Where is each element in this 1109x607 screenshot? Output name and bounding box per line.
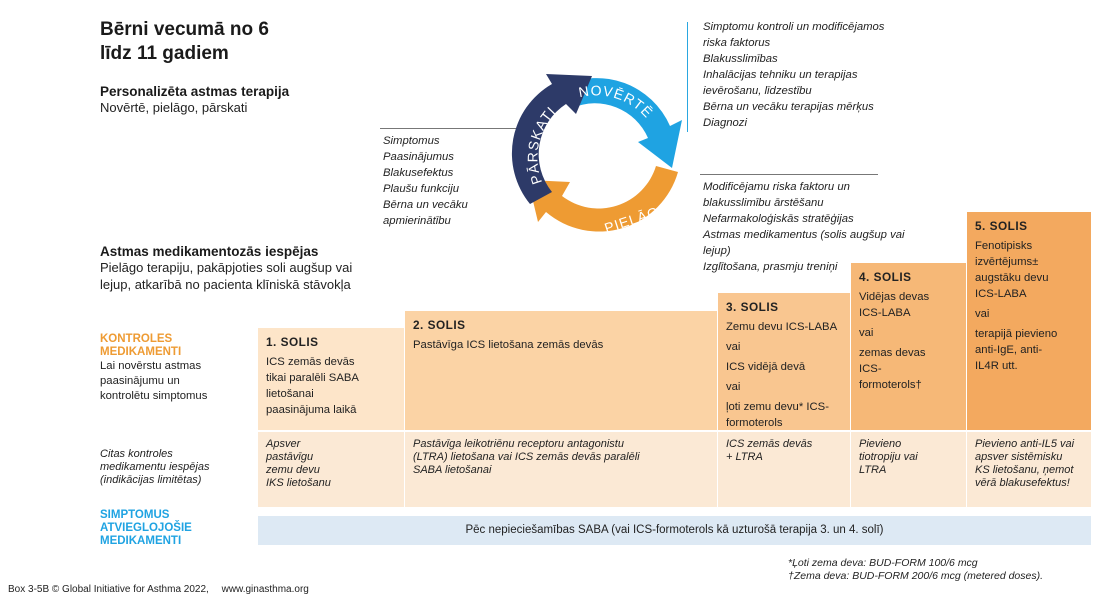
reliever-box: Pēc nepieciešamības SABA (vai ICS-formoterols kā uzturošā terapija 3. un 4. solī) — [258, 516, 1091, 545]
footnotes — [788, 557, 1043, 583]
list-item: Plaušu funkciju — [383, 183, 459, 195]
list-item: Astmas medikamentus (solis augšup vai — [703, 229, 905, 241]
list-item: lejup) — [703, 245, 731, 257]
other-option-step-2: Pastāvīga leikotriēnu receptoru antagonistu (LTRA) lietošana vai ICS zemās devās paralēli SABA lietošanai — [405, 432, 717, 507]
list-item: Modificējamu riska faktoru un — [703, 181, 850, 193]
personalized-therapy-heading: Personalizēta astmas terapija — [100, 84, 290, 99]
review-connector-line — [380, 128, 520, 129]
list-item: Simptomu kontroli un modificējamos — [703, 21, 885, 33]
step-5-header: 5. SOLIS — [975, 219, 1028, 233]
assess-list — [703, 19, 884, 131]
list-item: Inhalācijas tehniku un terapijas — [703, 69, 858, 81]
list-item: Simptomus — [383, 135, 440, 147]
assess-label: NOVĒRTĒ — [577, 82, 657, 122]
personalized-therapy-subtitle: Novērtē, pielāgo, pārskati — [100, 100, 248, 115]
step-2-header: 2. SOLIS — [413, 318, 466, 332]
step-2-box: 2. SOLIS Pastāvīga ICS lietošana zemās devās — [405, 311, 717, 430]
list-item: Izglītošana, prasmju treniņi — [703, 261, 838, 273]
step-1-header: 1. SOLIS — [266, 335, 319, 349]
list-item: Diagnozi — [703, 117, 747, 129]
step-1-box: 1. SOLIS ICS zemās devās tikai paralēli SABA lietošanai paasinājuma laikā — [258, 328, 404, 430]
review-list — [383, 133, 468, 229]
list-item: ievērošanu, līdzestību — [703, 85, 812, 97]
copyright-line — [8, 584, 309, 595]
list-item: riska faktorus — [703, 37, 771, 49]
step-5-box: 5. SOLIS Fenotipisks izvērtējums± augstāku devu ICS-LABA vai terapijā pievieno anti-IgE, anti- IL4R utt. — [967, 212, 1091, 430]
adjust-label: PIELĀGO — [602, 199, 673, 237]
list-item: Bērna un vecāku terapijas mērķus — [703, 101, 874, 113]
controller-row-label: KONTROLES MEDIKAMENTI Lai novērstu astmas paasinājumu un kontrolētu simptomus — [100, 333, 208, 402]
list-item: Bērna un vecāku — [383, 199, 468, 211]
page-title: Bērni vecumā no 6 līdz 11 gadiem — [100, 19, 269, 64]
website-link[interactable]: www.ginasthma.org — [221, 584, 309, 595]
medication-options-subtitle: Pielāgo terapiju, pakāpjoties soli augšup vai lejup, atkarībā no pacienta klīniskā stāvokļa — [100, 260, 353, 292]
list-item: Paasinājumus — [383, 151, 454, 163]
reliever-row-label: SIMPTOMUS ATVIEGLOJOŠIE MEDIKAMENTI — [100, 509, 192, 547]
other-options-row-label: Citas kontroles medikamentu iespējas (indikācijas limitētas) — [100, 448, 210, 486]
list-item: Nefarmakoloģiskās stratēģijas — [703, 213, 854, 225]
other-option-step-3: ICS zemās devās + LTRA — [718, 432, 850, 507]
review-label: PĀRSKATI — [524, 102, 559, 187]
step-3-header: 3. SOLIS — [726, 300, 779, 314]
step-4-header: 4. SOLIS — [859, 270, 912, 284]
footnote-low-dose: †Zema deva: BUD-FORM 200/6 mcg (metered doses). — [788, 570, 1044, 582]
copyright-text: Box 3-5B © Global Initiative for Asthma 2022, — [8, 584, 209, 595]
assess-adjust-review-cycle — [500, 56, 700, 246]
medication-options-block — [100, 244, 352, 293]
medication-options-heading: Astmas medikamentozās iespējas — [100, 244, 319, 259]
adjust-list — [703, 179, 905, 275]
list-item: blakusslimību ārstēšanu — [703, 197, 824, 209]
list-item: Blakusslimības — [703, 53, 778, 65]
footnote-very-low-dose: *Ļoti zema deva: BUD-FORM 100/6 mcg — [788, 557, 978, 569]
step-4-box: 4. SOLIS Vidējas devas ICS-LABA vai zemas devas ICS- formoterols† — [851, 263, 966, 430]
list-item: apmierinātību — [383, 215, 451, 227]
other-option-step-4: Pievieno tiotropiju vai LTRA — [851, 432, 966, 507]
personalized-therapy-block — [100, 84, 289, 116]
other-option-step-5: Pievieno anti-IL5 vai apsver sistēmisku KS lietošanu, ņemot vērā blakusefektus! — [967, 432, 1091, 507]
list-item: Blakusefektus — [383, 167, 454, 179]
adjust-connector-line — [700, 174, 878, 175]
other-option-step-1: Apsver pastāvīgu zemu devu IKS lietošanu — [258, 432, 404, 507]
step-3-box: 3. SOLIS Zemu devu ICS-LABA vai ICS vidējā devā vai ļoti zemu devu* ICS- formoterols — [718, 293, 850, 430]
